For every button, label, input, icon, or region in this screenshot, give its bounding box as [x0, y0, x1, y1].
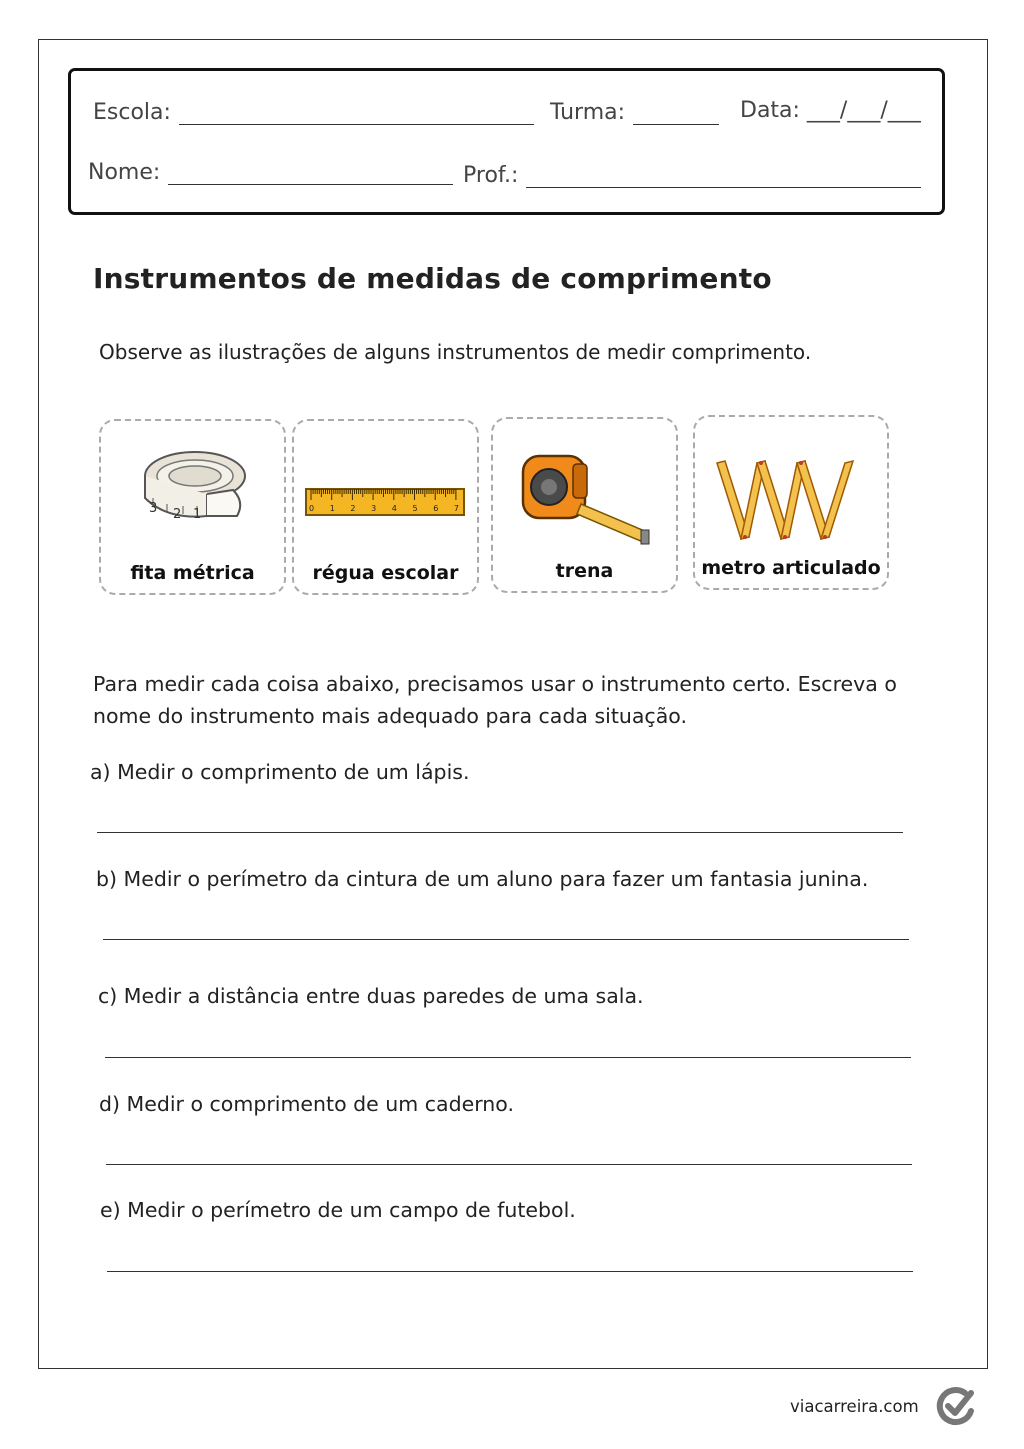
checkmark-logo-icon — [935, 1385, 977, 1427]
card-trena — [491, 417, 678, 593]
data-field[interactable] — [740, 98, 921, 123]
ruler-number: 7 — [453, 504, 459, 513]
nome-line[interactable] — [168, 160, 453, 185]
footer-site: viacarreira.com — [790, 1397, 919, 1416]
ruler-icon — [305, 488, 465, 518]
tape-measure-icon — [517, 452, 657, 552]
measuring-tape-roll-icon — [137, 446, 249, 530]
answer-line-b[interactable] — [103, 939, 909, 940]
nome-field[interactable] — [88, 160, 453, 185]
instruction-text: Para medir cada coisa abaixo, precisamos usar o instrumento certo. Escreva o nome do instrumento mais adequado para cada situação. — [93, 672, 897, 728]
ruler-number: 3 — [371, 504, 377, 513]
prof-line[interactable] — [526, 163, 921, 188]
data-label: Data: ___/___/___ — [740, 98, 921, 123]
escola-label: Escola: — [93, 100, 171, 125]
turma-field[interactable] — [550, 100, 719, 125]
turma-label: Turma: — [550, 100, 626, 125]
ruler-number: 4 — [391, 504, 397, 513]
question-a: a) Medir o comprimento de um lápis. — [90, 760, 470, 784]
card-regua-escolar — [292, 419, 479, 595]
card-label-regua-escolar: régua escolar — [312, 562, 459, 584]
intro-text: Observe as ilustrações de alguns instrumentos de medir comprimento. — [99, 340, 812, 364]
ruler-number: 1 — [329, 504, 335, 513]
ruler-number: 2 — [350, 504, 356, 513]
prof-label: Prof.: — [463, 163, 519, 188]
tape-number-1: 1 — [193, 507, 202, 522]
question-d: d) Medir o comprimento de um caderno. — [99, 1092, 514, 1116]
ruler-number: 5 — [412, 504, 418, 513]
question-c: c) Medir a distância entre duas paredes de uma sala. — [98, 984, 644, 1008]
card-metro-articulado — [693, 415, 889, 590]
card-label-fita-metrica: fita métrica — [130, 562, 255, 584]
prof-field[interactable] — [463, 163, 921, 188]
answer-line-e[interactable] — [107, 1271, 913, 1272]
nome-label: Nome: — [88, 160, 161, 185]
card-fita-metrica — [99, 419, 286, 595]
question-b: b) Medir o perímetro da cintura de um aluno para fazer um fantasia junina. — [96, 867, 869, 891]
tape-number-2: 2 — [173, 507, 182, 522]
page-title: Instrumentos de medidas de comprimento — [93, 262, 772, 295]
ruler-number: 0 — [309, 504, 315, 513]
ruler-number: 6 — [433, 504, 439, 513]
escola-line[interactable] — [179, 100, 534, 125]
folding-ruler-icon — [713, 457, 873, 547]
answer-line-a[interactable] — [97, 832, 903, 833]
card-label-trena: trena — [555, 560, 614, 582]
card-label-metro-articulado: metro articulado — [701, 557, 881, 579]
turma-line[interactable] — [633, 100, 719, 125]
tape-number-3: 3 — [149, 501, 158, 516]
question-e: e) Medir o perímetro de um campo de futebol. — [100, 1198, 576, 1222]
answer-line-c[interactable] — [105, 1057, 911, 1058]
answer-line-d[interactable] — [106, 1164, 912, 1165]
header-box — [68, 68, 945, 215]
escola-field[interactable] — [93, 100, 534, 125]
